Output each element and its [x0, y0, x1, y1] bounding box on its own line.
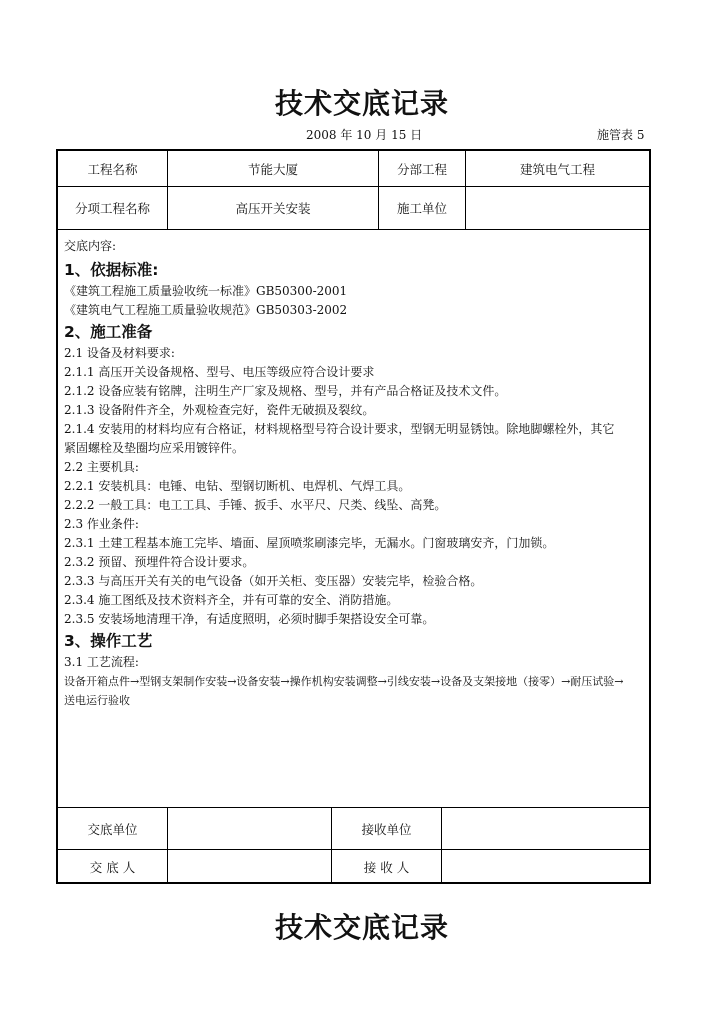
section-heading: 1、依据标准: — [64, 261, 159, 279]
content-lines — [64, 258, 644, 710]
content-line: 2.3.2 预留、预埋件符合设计要求。 — [64, 555, 255, 569]
content-line: 2.2.2 一般工具：电工工具、手锤、扳手、水平尺、尺类、线坠、高凳。 — [64, 498, 447, 512]
handover-form — [56, 149, 651, 884]
row-divider — [58, 229, 649, 230]
handover-person-value[interactable] — [168, 850, 331, 884]
subproject-label: 分项工程名称 — [74, 201, 150, 216]
construction-unit-value[interactable] — [466, 187, 649, 229]
content-line: 2.3.3 与高压开关有关的电气设备（如开关柜、变压器）安装完毕，检验合格。 — [64, 574, 483, 588]
content-line: 2.3.4 施工图纸及技术资料齐全，并有可靠的安全、消防措施。 — [64, 593, 399, 607]
handover-unit-value[interactable] — [168, 808, 331, 849]
content-line: 2.2 主要机具: — [64, 460, 139, 474]
content-intro-label: 交底内容: — [64, 239, 117, 253]
project-name-value[interactable]: 节能大厦 — [247, 161, 298, 177]
receiver-label: 接 收 人 — [363, 860, 410, 875]
document-date: 2008 年 10 月 15 日 — [306, 128, 423, 142]
content-line: 紧固螺栓及垫圈均应采用镀锌件。 — [64, 441, 245, 455]
receiving-unit-value[interactable] — [442, 808, 649, 849]
content-line: 2.2.1 安装机具：电锤、电钻、型钢切断机、电焊机、气焊工具。 — [64, 479, 411, 493]
content-line: 2.1.3 设备附件齐全，外观检查完好，瓷件无破损及裂纹。 — [64, 403, 375, 417]
content-line: 2.3.1 土建工程基本施工完毕、墙面、屋顶喷浆刷漆完毕，无漏水。门窗玻璃安齐，门加锁。 — [64, 536, 555, 550]
division-value[interactable]: 建筑电气工程 — [519, 161, 595, 177]
handover-unit-label: 交底单位 — [87, 821, 138, 837]
content-line: 设备开箱点件→型钢支架制作安装→设备安装→操作机构安装调整→引线安装→设备及支架接地（接零）→耐压试验→ — [64, 675, 624, 688]
content-line: 2.3 作业条件: — [64, 517, 139, 531]
footer-title: 技术交底记录 — [274, 911, 449, 944]
receiver-value[interactable] — [442, 850, 649, 884]
content-line: 2.1 设备及材料要求: — [64, 346, 175, 360]
section-heading: 3、操作工艺 — [64, 632, 153, 650]
content-line: 送电运行验收 — [64, 694, 130, 707]
receiving-unit-label: 接收单位 — [361, 821, 412, 837]
project-name-label: 工程名称 — [87, 161, 138, 177]
content-area — [64, 237, 644, 710]
content-line: 2.1.1 高压开关设备规格、型号、电压等级应符合设计要求 — [64, 365, 375, 379]
content-line: 《建筑工程施工质量验收统一标准》GB50300-2001 — [64, 284, 348, 298]
subproject-value[interactable]: 高压开关安装 — [235, 201, 311, 216]
handover-person-label: 交 底 人 — [89, 860, 136, 875]
content-line: 2.1.4 安装用的材料均应有合格证，材料规格型号符合设计要求，型钢无明显锈蚀。除地脚螺栓外，其它 — [64, 422, 615, 436]
page-title: 技术交底记录 — [274, 87, 449, 120]
content-line: 2.1.2 设备应装有铭牌，注明生产厂家及规格、型号，并有产品合格证及技术文件。 — [64, 384, 507, 398]
content-line: 3.1 工艺流程: — [64, 655, 139, 669]
form-number: 施管表 5 — [597, 128, 645, 142]
content-line: 2.3.5 安装场地清理干净，有适度照明，必须时脚手架搭设安全可靠。 — [64, 612, 435, 626]
division-label: 分部工程 — [396, 161, 447, 177]
content-line: 《建筑电气工程施工质量验收规范》GB50303-2002 — [64, 303, 348, 317]
construction-unit-label: 施工单位 — [396, 201, 447, 216]
section-heading: 2、施工准备 — [64, 323, 153, 341]
